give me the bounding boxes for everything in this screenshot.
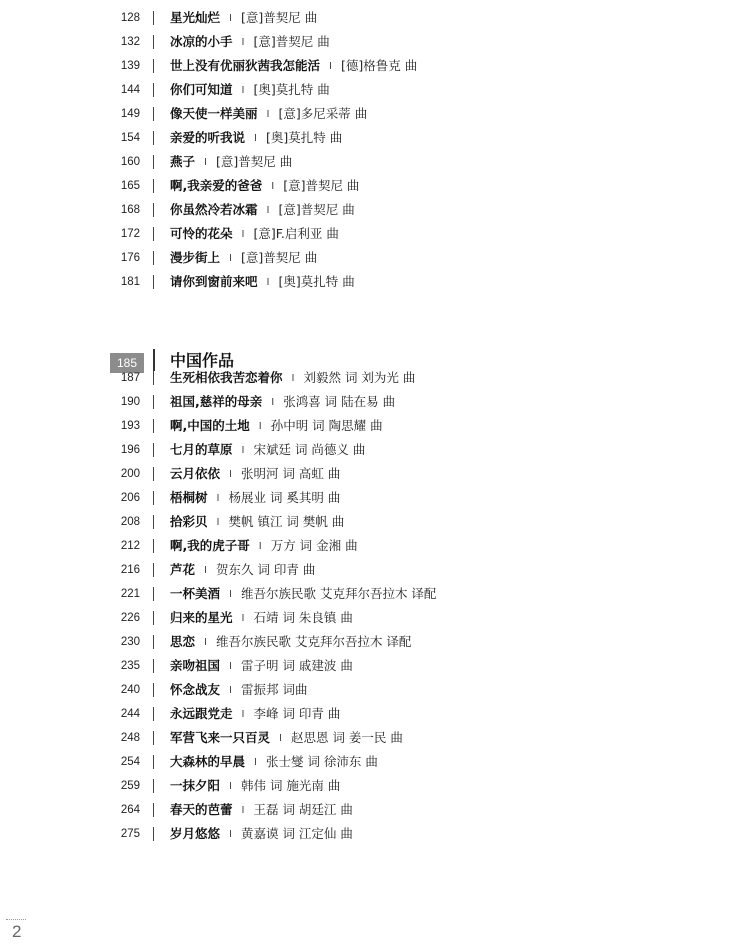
toc-entry[interactable]	[170, 105, 367, 125]
toc-row[interactable]	[0, 198, 730, 222]
toc-entry[interactable]	[170, 273, 355, 293]
toc-song-title: 大森林的早晨	[170, 754, 246, 769]
toc-separator: I	[229, 781, 232, 792]
toc-song-title: 拾彩贝	[170, 514, 208, 529]
toc-entry[interactable]	[170, 369, 415, 389]
toc-entry[interactable]	[170, 33, 330, 53]
toc-page-number: 235	[120, 660, 140, 672]
toc-song-title: 漫步街上	[170, 250, 221, 265]
toc-page-number: 193	[120, 420, 140, 432]
toc-song-title: 七月的草原	[170, 442, 233, 457]
toc-song-title: 啊,中国的土地	[170, 418, 250, 433]
toc-divider-bar	[153, 443, 154, 457]
toc-entry[interactable]	[170, 561, 315, 581]
toc-list-chinese	[0, 366, 730, 846]
toc-entry[interactable]	[170, 201, 355, 221]
toc-page-number: 172	[120, 228, 140, 240]
toc-divider-bar	[153, 83, 154, 97]
toc-divider-bar	[153, 107, 154, 121]
toc-credits: 万方 词 金湘 曲	[270, 538, 358, 553]
toc-divider-bar	[153, 467, 154, 481]
toc-separator: I	[216, 493, 220, 504]
toc-separator: I	[329, 61, 332, 72]
toc-row[interactable]	[0, 462, 730, 486]
toc-page-number: 165	[120, 180, 140, 192]
toc-divider-bar	[153, 275, 154, 289]
toc-song-title: 亲吻祖国	[170, 658, 221, 673]
toc-entry[interactable]	[170, 825, 353, 845]
toc-separator: I	[271, 181, 275, 192]
toc-row[interactable]	[0, 30, 730, 54]
toc-separator: I	[204, 637, 207, 648]
toc-credits: 石靖 词 朱良镇 曲	[253, 610, 353, 625]
toc-separator: I	[241, 445, 245, 456]
toc-divider-bar	[153, 251, 154, 265]
footer-divider	[6, 919, 26, 920]
toc-song-title: 世上没有优丽狄茜我怎能活	[170, 58, 321, 73]
toc-row[interactable]	[0, 774, 730, 798]
toc-credits: [意]普契尼 曲	[240, 10, 318, 25]
toc-song-title: 可怜的花朵	[170, 226, 233, 241]
toc-song-title: 怀念战友	[170, 682, 221, 697]
toc-credits: [奥]莫扎特 曲	[253, 82, 330, 97]
toc-divider-bar	[153, 707, 154, 721]
toc-page-number: 154	[120, 132, 140, 144]
toc-divider-bar	[153, 515, 154, 529]
toc-row[interactable]	[0, 438, 730, 462]
toc-separator: I	[241, 85, 245, 96]
toc-row[interactable]	[0, 558, 730, 582]
toc-row[interactable]	[0, 54, 730, 78]
toc-row[interactable]	[0, 606, 730, 630]
toc-page-number: 160	[120, 156, 140, 168]
toc-separator: I	[291, 373, 295, 384]
toc-entry[interactable]	[170, 81, 330, 101]
toc-credits: 赵思恩 词 姜一民 曲	[290, 730, 403, 745]
toc-separator: I	[229, 13, 232, 24]
section-page-badge[interactable]: 185	[110, 353, 144, 373]
toc-entry[interactable]	[170, 753, 378, 773]
toc-page-number: 190	[120, 396, 140, 408]
toc-credits: 雷子明 词 戚建波 曲	[240, 658, 353, 673]
toc-song-title: 像天使一样美丽	[170, 106, 258, 121]
footer-page-number: 2	[12, 922, 22, 941]
toc-credits: [意]普契尼 曲	[215, 154, 293, 169]
toc-row[interactable]	[0, 414, 730, 438]
toc-credits: [奥]莫扎特 曲	[278, 274, 355, 289]
toc-divider-bar	[153, 563, 154, 577]
toc-song-title: 军营飞来一只百灵	[170, 730, 271, 745]
toc-entry[interactable]	[170, 537, 358, 557]
toc-song-title: 祖国,慈祥的母亲	[170, 394, 263, 409]
toc-separator: I	[241, 709, 245, 720]
toc-page-number: 240	[120, 684, 140, 696]
toc-divider-bar	[153, 419, 154, 433]
toc-separator: I	[279, 733, 282, 744]
toc-row[interactable]	[0, 798, 730, 822]
toc-song-title: 一杯美酒	[170, 586, 221, 601]
toc-divider-bar	[153, 203, 154, 217]
toc-song-title: 梧桐树	[170, 490, 208, 505]
toc-divider-bar	[153, 611, 154, 625]
toc-song-title: 春天的芭蕾	[170, 802, 233, 817]
toc-credits: [奥]莫扎特 曲	[265, 130, 343, 145]
toc-credits: [意]普契尼 曲	[253, 34, 330, 49]
toc-entry[interactable]	[170, 801, 353, 821]
toc-credits: 张士燮 词 徐沛东 曲	[265, 754, 378, 769]
toc-page-number: 212	[120, 540, 140, 552]
toc-credits: [意]普契尼 曲	[240, 250, 318, 265]
toc-page-number: 230	[120, 636, 140, 648]
toc-credits: 王磊 词 胡廷江 曲	[253, 802, 353, 817]
toc-page-number: 176	[120, 252, 140, 264]
toc-divider-bar	[153, 731, 154, 745]
toc-row[interactable]	[0, 510, 730, 534]
toc-entry[interactable]	[170, 585, 436, 605]
toc-separator: I	[229, 685, 232, 696]
toc-divider-bar	[153, 683, 154, 697]
toc-entry[interactable]	[170, 393, 395, 413]
toc-row[interactable]	[0, 822, 730, 846]
toc-separator: I	[229, 589, 232, 600]
toc-song-title: 燕子	[170, 154, 196, 169]
toc-entry[interactable]	[170, 609, 353, 629]
toc-entry[interactable]	[170, 249, 317, 269]
toc-separator: I	[229, 253, 232, 264]
toc-row[interactable]	[0, 126, 730, 150]
toc-credits: 宋斌廷 词 尚德义 曲	[253, 442, 366, 457]
toc-separator: I	[229, 661, 232, 672]
toc-divider-bar	[153, 35, 154, 49]
toc-credits: 李峰 词 印青 曲	[253, 706, 341, 721]
toc-entry[interactable]	[170, 681, 307, 701]
toc-entry[interactable]	[170, 57, 417, 77]
toc-row[interactable]	[0, 582, 730, 606]
toc-divider-bar	[153, 227, 154, 241]
toc-entry[interactable]	[170, 777, 340, 797]
toc-row[interactable]	[0, 486, 730, 510]
toc-row[interactable]	[0, 102, 730, 126]
toc-entry[interactable]	[170, 729, 403, 749]
toc-row[interactable]	[0, 246, 730, 270]
toc-separator: I	[229, 469, 232, 480]
toc-page-number: 181	[120, 276, 140, 288]
toc-row[interactable]	[0, 750, 730, 774]
toc-page-number: 226	[120, 612, 140, 624]
toc-separator: I	[266, 205, 270, 216]
toc-row[interactable]	[0, 654, 730, 678]
toc-song-title: 一抹夕阳	[170, 778, 221, 793]
toc-row[interactable]	[0, 174, 730, 198]
toc-credits: [意]多尼采蒂 曲	[278, 106, 368, 121]
toc-credits: 刘毅然 词 刘为光 曲	[303, 370, 416, 385]
toc-credits: 孙中明 词 陶思耀 曲	[270, 418, 383, 433]
toc-divider-bar	[153, 59, 154, 73]
toc-separator: I	[254, 757, 257, 768]
toc-credits: 樊帆 镇江 词 樊帆 曲	[228, 514, 345, 529]
toc-song-title: 啊,我亲爱的爸爸	[170, 178, 263, 193]
toc-page-number: 254	[120, 756, 140, 768]
toc-page-number: 206	[120, 492, 140, 504]
toc-song-title: 岁月悠悠	[170, 826, 221, 841]
toc-separator: I	[241, 37, 245, 48]
toc-song-title: 你们可知道	[170, 82, 233, 97]
toc-song-title: 你虽然冷若冰霜	[170, 202, 258, 217]
toc-entry[interactable]	[170, 489, 340, 509]
toc-entry[interactable]	[170, 9, 317, 29]
toc-entry[interactable]	[170, 153, 292, 173]
toc-credits: 张明河 词 高虹 曲	[240, 466, 341, 481]
toc-entry[interactable]	[170, 633, 411, 653]
toc-entry[interactable]	[170, 177, 359, 197]
section-title[interactable]: 中国作品	[170, 351, 235, 370]
toc-song-title: 请你到窗前来吧	[170, 274, 258, 289]
toc-entry[interactable]	[170, 657, 353, 677]
toc-divider-bar	[153, 779, 154, 793]
toc-page-number: 208	[120, 516, 140, 528]
toc-entry[interactable]	[170, 513, 344, 533]
toc-entry[interactable]	[170, 417, 383, 437]
toc-row[interactable]	[0, 534, 730, 558]
toc-separator: I	[266, 277, 270, 288]
toc-row[interactable]	[0, 222, 730, 246]
toc-credits: [意]普契尼 曲	[283, 178, 360, 193]
toc-separator: I	[241, 613, 245, 624]
toc-divider-bar	[153, 803, 154, 817]
toc-song-title: 思恋	[170, 634, 196, 649]
toc-credits: 杨展业 词 奚其明 曲	[228, 490, 341, 505]
toc-row[interactable]	[0, 390, 730, 414]
toc-song-title: 冰凉的小手	[170, 34, 233, 49]
toc-page-number: 168	[120, 204, 140, 216]
toc-credits: [意]F.启利亚 曲	[253, 226, 339, 241]
toc-credits: 贺东久 词 印青 曲	[215, 562, 316, 577]
toc-divider-bar	[153, 371, 154, 385]
toc-divider-bar	[153, 539, 154, 553]
toc-song-title: 云月依依	[170, 466, 221, 481]
toc-song-title: 永远跟党走	[170, 706, 233, 721]
toc-divider-bar	[153, 635, 154, 649]
toc-song-title: 亲爱的听我说	[170, 130, 246, 145]
toc-row[interactable]	[0, 6, 730, 30]
toc-separator: I	[258, 541, 262, 552]
toc-separator: I	[204, 157, 207, 168]
toc-page-number: 275	[120, 828, 140, 840]
toc-entry[interactable]	[170, 129, 342, 149]
toc-page-number: 128	[120, 12, 140, 24]
toc-divider-bar	[153, 155, 154, 169]
toc-page-number: 139	[120, 60, 140, 72]
toc-entry[interactable]	[170, 465, 340, 485]
toc-page-number: 221	[120, 588, 140, 600]
toc-separator: I	[204, 565, 207, 576]
toc-song-title: 啊,我的虎子哥	[170, 538, 250, 553]
toc-credits: 张鸿喜 词 陆在易 曲	[283, 394, 396, 409]
toc-row[interactable]	[0, 678, 730, 702]
toc-list-foreign	[0, 6, 730, 294]
toc-separator: I	[241, 229, 245, 240]
toc-page-number: 149	[120, 108, 140, 120]
toc-separator: I	[229, 829, 232, 840]
toc-row[interactable]	[0, 78, 730, 102]
toc-row[interactable]	[0, 270, 730, 294]
toc-song-title: 星光灿烂	[170, 10, 221, 25]
toc-page-number: 264	[120, 804, 140, 816]
toc-entry[interactable]	[170, 225, 339, 245]
toc-page-number: 196	[120, 444, 140, 456]
toc-page-number: 144	[120, 84, 140, 96]
toc-row[interactable]	[0, 726, 730, 750]
toc-divider-bar	[153, 659, 154, 673]
toc-divider-bar	[153, 755, 154, 769]
toc-divider-bar	[153, 179, 154, 193]
toc-row[interactable]	[0, 702, 730, 726]
toc-entry[interactable]	[170, 705, 340, 725]
toc-divider-bar	[153, 587, 154, 601]
toc-page-number: 216	[120, 564, 140, 576]
toc-credits: 维吾尔族民歌 艾克拜尔吾拉木 译配	[240, 586, 437, 601]
toc-row[interactable]	[0, 630, 730, 654]
toc-song-title: 生死相依我苦恋着你	[170, 370, 283, 385]
toc-credits: 雷振邦 词曲	[240, 682, 308, 697]
toc-credits: 黄嘉谟 词 江定仙 曲	[240, 826, 353, 841]
toc-divider-bar	[153, 827, 154, 841]
toc-song-title: 芦花	[170, 562, 196, 577]
toc-credits: [意]普契尼 曲	[278, 202, 355, 217]
toc-separator: I	[241, 805, 245, 816]
toc-page-number: 248	[120, 732, 140, 744]
toc-divider-bar	[153, 491, 154, 505]
toc-divider-bar	[153, 131, 154, 145]
toc-page-number: 244	[120, 708, 140, 720]
toc-separator: I	[258, 421, 262, 432]
toc-row[interactable]	[0, 366, 730, 390]
toc-separator: I	[266, 109, 270, 120]
toc-page-number: 259	[120, 780, 140, 792]
toc-song-title: 归来的星光	[170, 610, 233, 625]
toc-divider-bar	[153, 395, 154, 409]
toc-page-number: 187	[120, 372, 140, 384]
toc-separator: I	[271, 397, 275, 408]
toc-divider-bar	[153, 11, 154, 25]
toc-separator: I	[254, 133, 257, 144]
toc-page-number: 200	[120, 468, 140, 480]
toc-separator: I	[216, 517, 220, 528]
toc-credits: 维吾尔族民歌 艾克拜尔吾拉木 译配	[215, 634, 412, 649]
toc-row[interactable]	[0, 150, 730, 174]
toc-credits: [德]格鲁克 曲	[340, 58, 418, 73]
toc-page-number: 132	[120, 36, 140, 48]
toc-entry[interactable]	[170, 441, 365, 461]
toc-credits: 韩伟 词 施光南 曲	[240, 778, 341, 793]
